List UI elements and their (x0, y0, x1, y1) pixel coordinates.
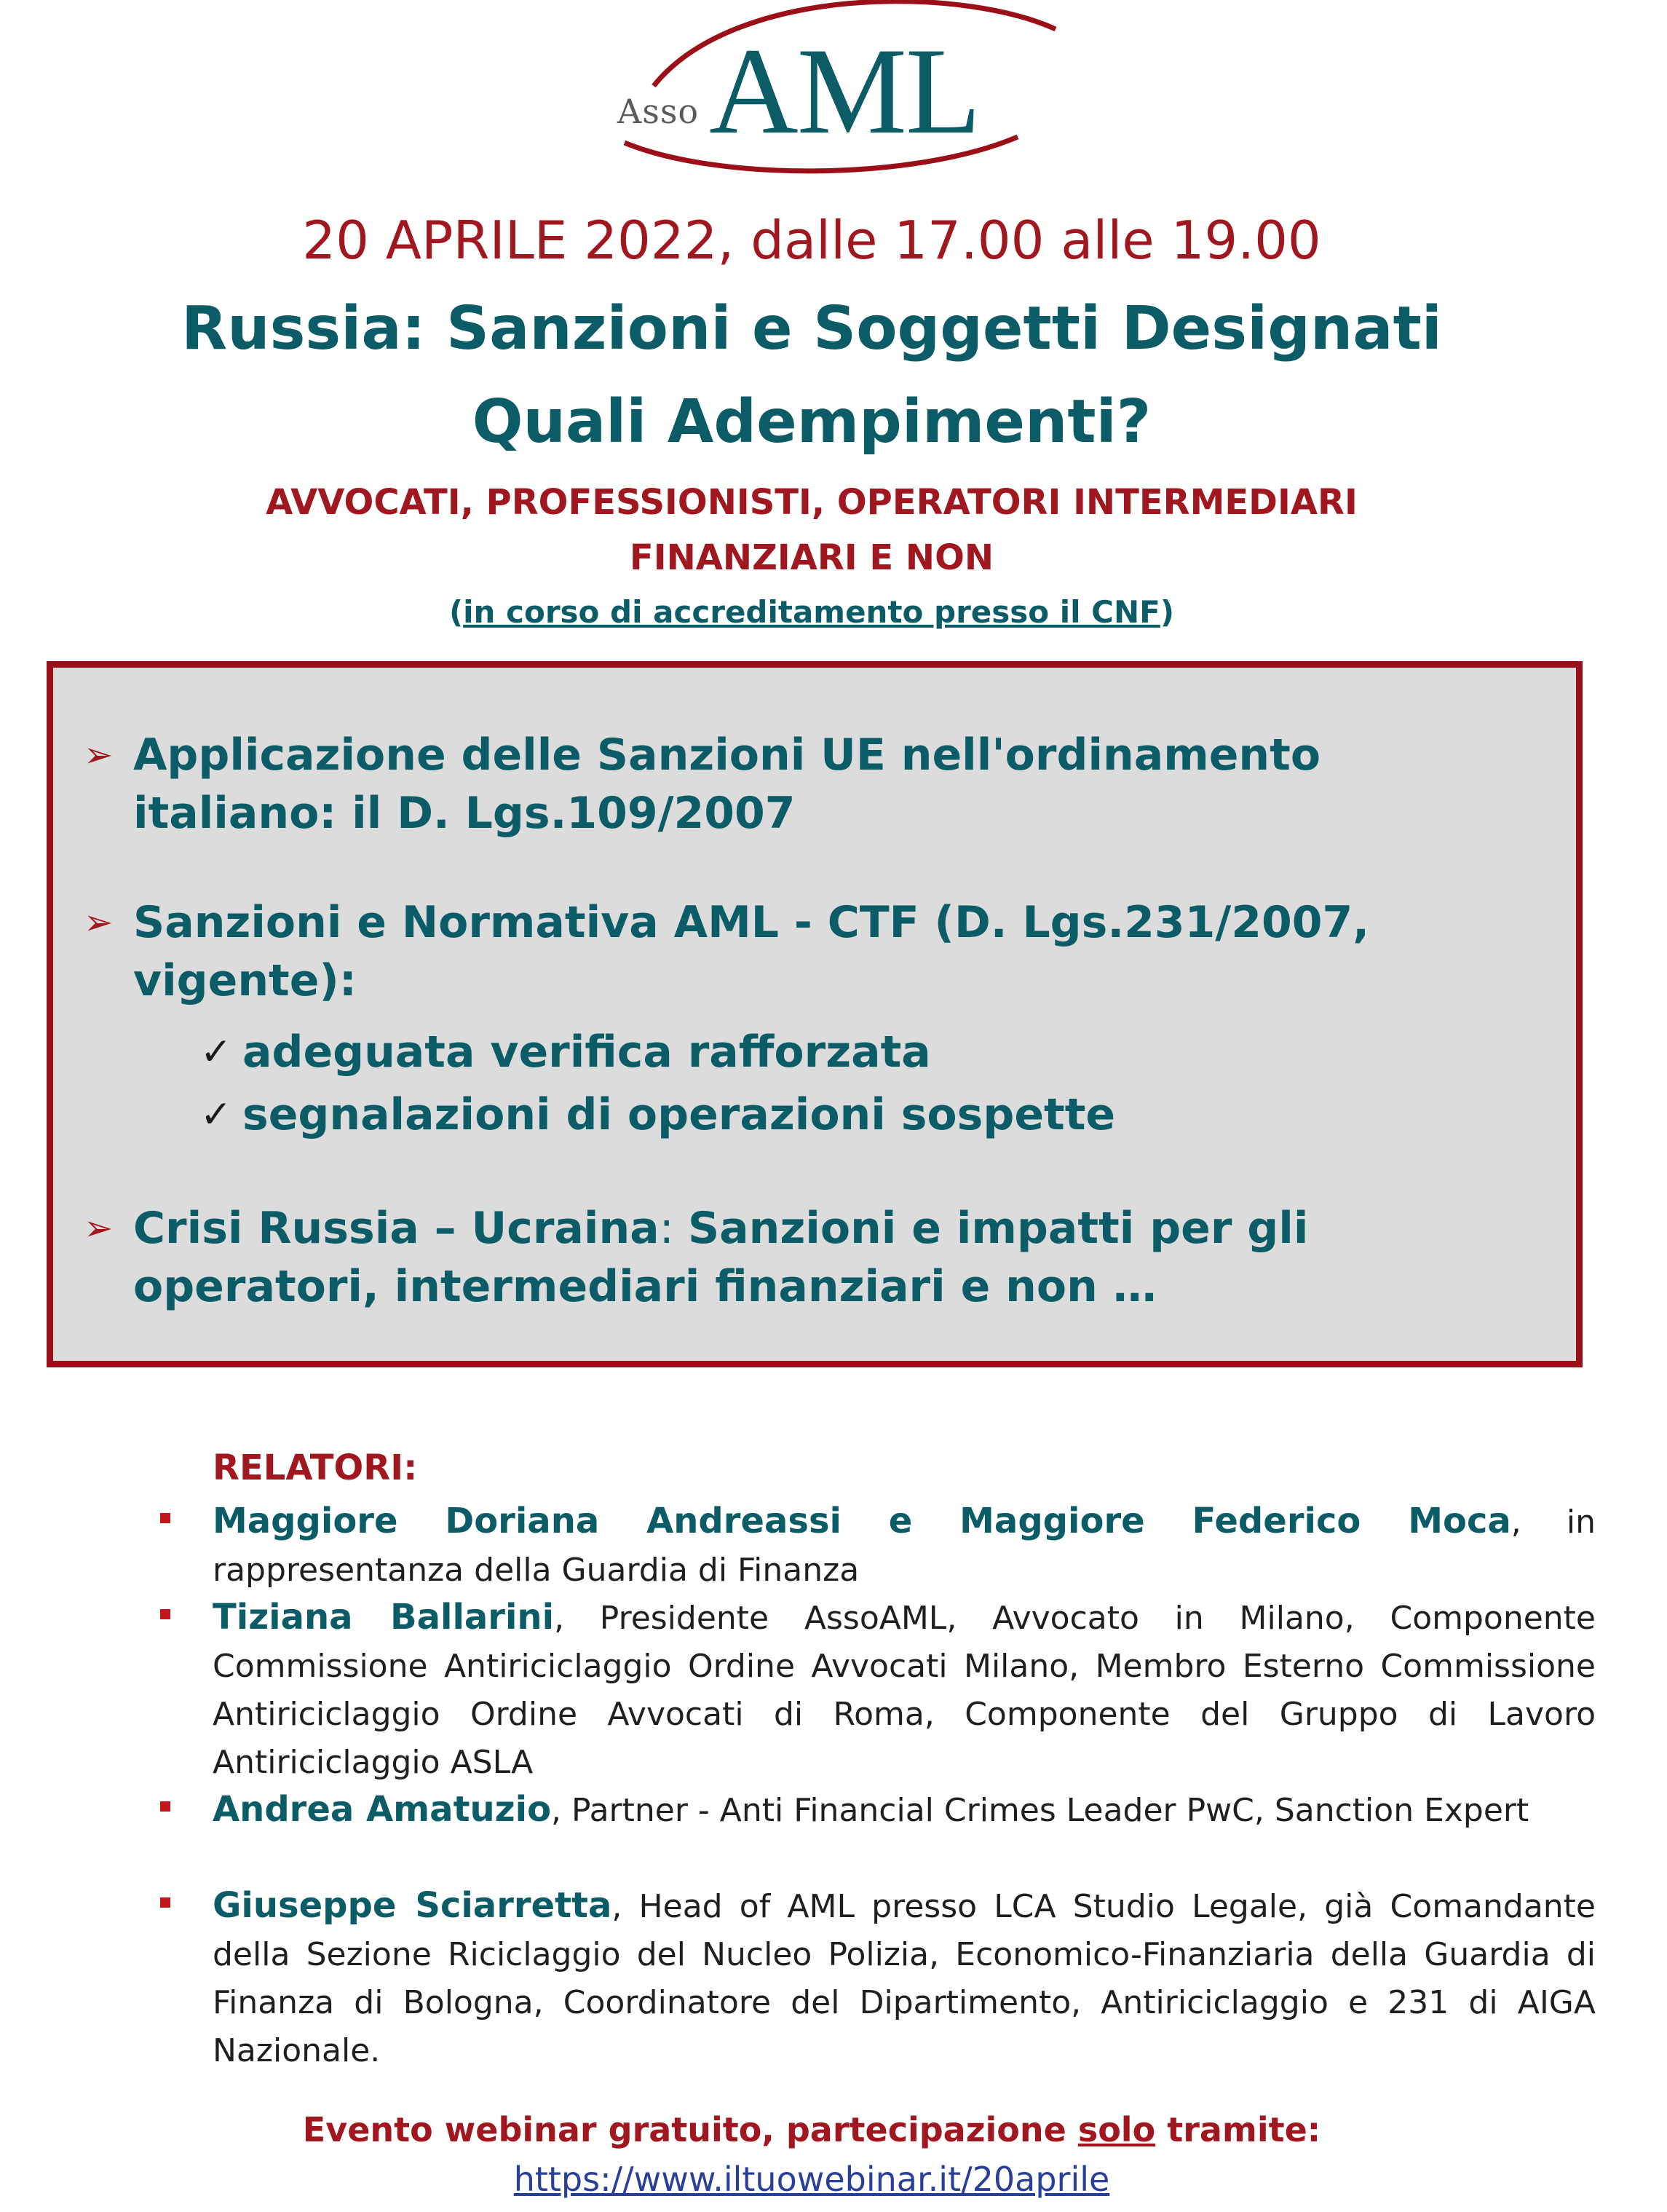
speakers-heading: RELATORI: (213, 1447, 418, 1488)
checkmark-icon: ✓ (200, 1093, 232, 1137)
topic-text: Applicazione delle Sanzioni UE nell'ordinamento italiano: il D. Lgs.109/2007 (133, 730, 1321, 839)
webinar-note: Evento webinar gratuito, partecipazione solo tramite: (302, 2110, 1321, 2149)
speaker-description: , Head of AML presso LCA Studio Legale, già Comandante della Sezione Riciclaggio del Nucleo Polizia, Economico-Finanziaria della Guardia di Finanza di Bologna, Coordinatore del Dipartimento, Antiriciclaggio e 231 di AIGA Nazionale. (213, 1888, 1596, 2069)
logo-aml-text: AML (709, 23, 980, 159)
square-bullet-icon (160, 1897, 170, 1908)
arrow-bullet-icon: ➢ (84, 902, 114, 943)
arrow-bullet-icon: ➢ (84, 1208, 114, 1249)
speaker-name: Maggiore Doriana Andreassi e Maggiore Federico Moca (213, 1501, 1511, 1541)
topics-box (47, 661, 1583, 1367)
accreditation-text: in corso di accreditamento presso il CNF (463, 594, 1160, 630)
topic-text-bold: Crisi Russia – Ucraina (133, 1203, 660, 1254)
topic-text: Sanzioni e impatti per gli operatori, intermediari finanziari e non … (133, 1203, 1309, 1312)
logo-asso-text: Asso (617, 92, 700, 131)
event-title-line-2: Quali Adempimenti? (472, 387, 1152, 457)
square-bullet-icon (160, 1609, 170, 1619)
subtopic-text: segnalazioni di operazioni sospette (242, 1089, 1116, 1140)
checkmark-icon: ✓ (200, 1030, 232, 1074)
square-bullet-icon (160, 1513, 170, 1523)
topic-item (84, 893, 1516, 1010)
topic-item: ➢ Crisi Russia – Ucraina: Sanzioni e impatti per gli operatori, intermediari finanziari e non … (133, 1199, 1516, 1316)
audience-line-2: FINANZIARI E NON (629, 537, 994, 578)
speaker-name: Andrea Amatuzio (213, 1789, 552, 1830)
speaker-description: , Partner - Anti Financial Crimes Leader PwC, Sanction Expert (551, 1792, 1529, 1829)
webinar-link[interactable]: https://www.iltuowebinar.it/20aprile (513, 2160, 1110, 2199)
square-bullet-icon (160, 1801, 170, 1812)
event-date: 20 APRILE 2022, dalle 17.00 alle 19.00 (302, 210, 1321, 271)
solo-emphasis: solo (1077, 2110, 1156, 2149)
event-title-line-1: Russia: Sanzioni e Soggetti Designati (181, 294, 1442, 363)
speaker-item (213, 1593, 1596, 1787)
speaker-item (213, 1881, 1596, 2075)
arrow-bullet-icon: ➢ (84, 735, 114, 775)
topic-item (84, 726, 1516, 842)
subtopic-item (200, 1023, 931, 1081)
subtopic-text: adeguata verifica rafforzata (242, 1027, 931, 1078)
speaker-item (213, 1497, 1596, 1595)
speaker-name: Giuseppe Sciarretta (213, 1885, 612, 1926)
subtopic-item (200, 1086, 1116, 1144)
assoaml-logo (610, 0, 1061, 189)
speaker-name: Tiziana Ballarini (213, 1597, 555, 1638)
topic-text: Sanzioni e Normativa AML - CTF (D. Lgs.231/2007, vigente): (133, 897, 1370, 1006)
speaker-description: , in rappresentanza della Guardia di Finanza (213, 1504, 1596, 1589)
audience-line-1: AVVOCATI, PROFESSIONISTI, OPERATORI INTERMEDIARI (266, 482, 1358, 523)
accreditation-note: (in corso di accreditamento presso il CNF) (448, 594, 1175, 630)
speaker-item (213, 1785, 1596, 1835)
speaker-description: , Presidente AssoAML, Avvocato in Milano, Componente Commissione Antiriciclaggio Ordine Avvocati Milano, Membro Esterno Commissione Antiriciclaggio Ordine Avvocati di Roma, Componente del Gruppo di Lavoro Antiriciclaggio ASLA (213, 1600, 1596, 1781)
